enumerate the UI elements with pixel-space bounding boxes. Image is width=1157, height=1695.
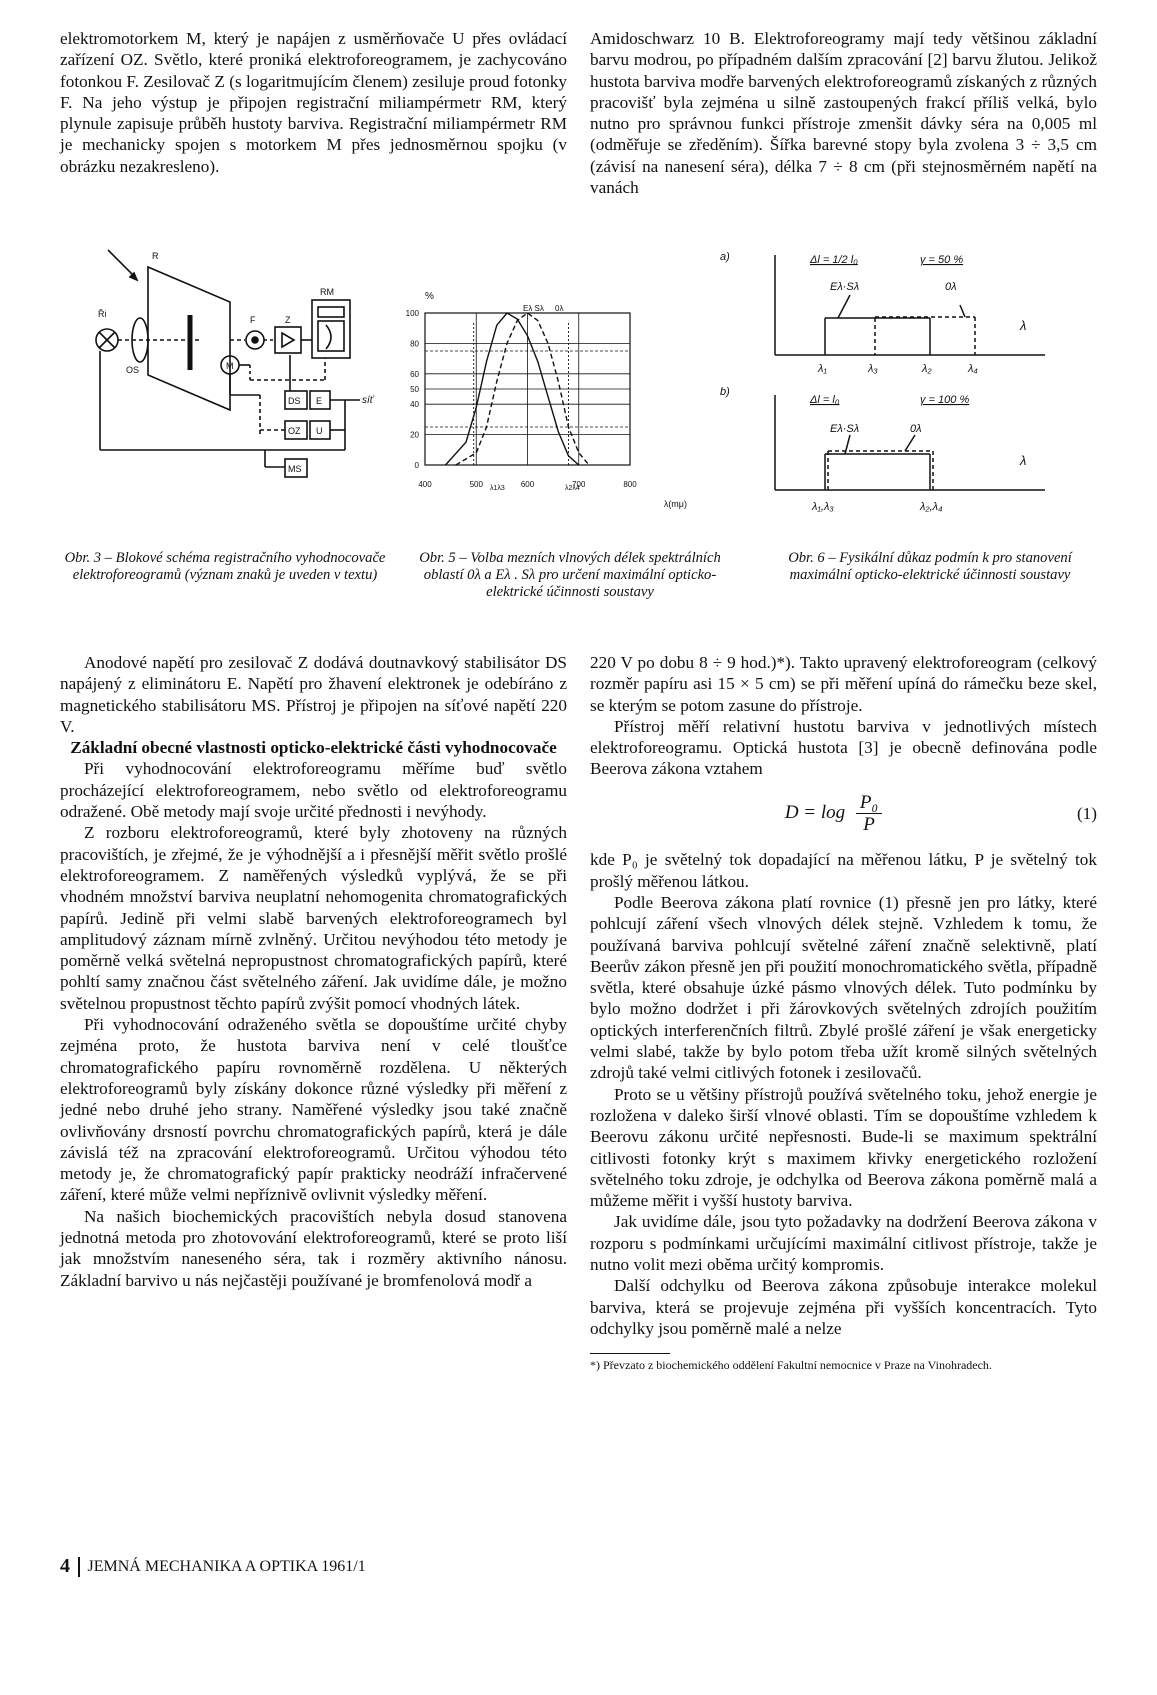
page-number: 4 — [60, 1555, 70, 1577]
left-column — [60, 652, 567, 1291]
figure-5-caption: Obr. 5 – Volba mezních vlnových délek spektrálních oblastí 0λ a Eλ . Sλ pro určení maximální opticko-elektrické účinnosti soustavy — [419, 550, 721, 600]
fig6-a-l2: λ₂ — [922, 363, 932, 375]
light-ray-arrow — [108, 250, 135, 277]
label-m: M — [226, 361, 234, 371]
paragraph: 220 V po dobu 8 ÷ 9 hod.)*). Takto upravený elektroforeogram (celkový rozměr papíru asi 15 × 5 cm) se při měření upíná do rámečku beze skel, se kterým se potom zasune do přístroje. — [590, 653, 1097, 715]
label-z: Z — [285, 315, 291, 325]
fig6-a-gamma: γ = 50 % — [920, 254, 964, 266]
equation-1 — [590, 792, 1097, 836]
x-unit: λ(mμ) — [663, 499, 687, 509]
paragraph: Při vyhodnocování odraženého světla se dopouštíme určité chyby zejména proto, že hustota barviva není v celé tloušťce chromatografického papíru rovnoměrně rozdělena. U některých elektroforeogramů byly získány dokonce různé výsledky při měření z jedné nebo druhé jeho strany. Naměřené výsledky jsou také značně ovlivňovány drsností povrchu chromatografických papírů, která je dále závislá též na zpracování elektroforeogramů. Určitou výhodou této metody je, že chromatografický papír prakticky neodráží infračervené záření, které může velmi nepříznivě ovlivnit výsledky měření. — [60, 1015, 567, 1205]
x-tick-label: 400 — [418, 480, 432, 489]
label-ms: MS — [288, 464, 302, 474]
y-tick-label: 20 — [410, 430, 419, 440]
fig6-b-l24: λ₂,λ₄ — [920, 501, 943, 513]
y-tick-label: 0 — [414, 461, 419, 470]
fig6-a-lambda: λ — [1020, 318, 1027, 333]
fig6-a-es: Eλ·Sλ — [830, 281, 860, 293]
right-column — [590, 652, 1097, 1372]
label-os: OS — [126, 365, 140, 375]
footnote: *) Převzato z biochemického oddělení Fakultní nemocnice v Praze na Vinohradech. — [590, 1358, 992, 1373]
equation-denominator: P — [863, 814, 875, 836]
figure-5-chart — [395, 285, 695, 515]
paragraph: Z rozboru elektroforeogramů, které byly zhotoveny na různých pracovištích, je zřejmé, že je výhodnější a i přesnější měřit světlo prošlé elektroforeogramem. Z naměřených výsledků vyplývá, že se při vhodném množství barviva neuplatní nehomogenita chromatografických papírů. Jedině při velmi slabě barvených elektroforeogramech byl amplitudový záznam mírně zvlněný. Určitou nevýhodou této metody je poměrně velká světelná nepropustnost chromatografických papírů, které pohltí samy značnou část světelného záření. Jak uvidíme dále, je možno světelnou propustnost těchto papírů zvýšit pomocí vhodných látek. — [60, 823, 567, 1013]
label-sit: síť — [362, 395, 374, 406]
fig6-b-o: 0λ — [910, 423, 922, 435]
x-tick-label: 800 — [623, 480, 637, 489]
equation-fraction — [856, 792, 882, 836]
fig6-a-l4: λ₄ — [968, 363, 978, 375]
y-tick-label: 40 — [410, 400, 419, 410]
equation-number: (1) — [1076, 803, 1097, 823]
fig6-b-dl: Δl = l₀ — [810, 394, 840, 406]
equation-numerator: P₀ — [856, 792, 882, 814]
footer-divider — [78, 1557, 80, 1577]
equation-lhs: D = log — [784, 801, 846, 823]
paragraph: elektromotorkem M, který je napájen z usměrňovače U přes ovládací zařízení OZ. Světlo, které proniká elektroforeogramem, je zachycováno fotonkou F. Zesilovač Z (s logaritmujícím členem) zesiluje proud fotonky F. Na jeho výstup je připojen registrační miliampérmetr RM, který plynule zapisuje průběh hustoty barviva. Registrační miliampérmetr RM je mechanicky spojen s motorkem M přes jednosměrnou spojku (v obrázku nezakresleno). — [60, 29, 567, 176]
curve-label-es: Eλ Sλ — [523, 304, 544, 313]
paragraph: Při vyhodnocování elektroforeogramu měříme buď světlo procházející elektroforeogramem, nebo světlo od elektroforeogramu odražené. Obě metody mají svoje určité přednosti i nevýhody. — [60, 759, 567, 822]
label-u: U — [316, 426, 323, 436]
paragraph: Přístroj měří relativní hustotu barviva v jednotlivých místech elektroforeogramu. Optická hustota [3] je obecně definována podle Beerova zákona vztahem — [590, 716, 1097, 779]
section-heading: Základní obecné vlastnosti opticko-elektrické části vyhodnocovače — [70, 738, 557, 758]
paragraph: Na našich biochemických pracovištích nebyla dosud stanovena jednotná metoda pro zhotovování elektroforeogramů, které se proto liší jak množstvím naneseného séra, tak i rozměry aktivního nánosu. Základní barvivo u nás nejčastěji používané je bromfenolová modř a — [60, 1206, 567, 1290]
y-unit: % — [425, 291, 434, 302]
y-tick-label: 50 — [410, 385, 419, 394]
paragraph: Další odchylku od Beerova zákona způsobuje interakce molekul barviva, která se projevuje zejména při vyšších koncentracích. Tyto odchylky jsou poměrně malé a nelze — [590, 1276, 1097, 1338]
figure-6-diagram — [720, 245, 1100, 530]
label-e: E — [316, 396, 323, 406]
y-tick-label: 100 — [405, 309, 419, 318]
label-r: R — [152, 251, 159, 261]
label-oz: OZ — [288, 426, 301, 436]
fig6-b-es: Eλ·Sλ — [830, 423, 860, 435]
x-tick-label: 500 — [469, 480, 483, 489]
x-tick-label: 700 — [572, 480, 586, 489]
marker-label-24: λ2λ4 — [565, 485, 580, 492]
fig6-a-o: 0λ — [945, 281, 957, 293]
fig6-b-gamma: γ = 100 % — [920, 394, 970, 406]
top-right-text — [590, 28, 1097, 198]
fig6-b-tag: b) — [720, 386, 730, 398]
marker-label-13: λ1λ3 — [490, 485, 505, 492]
footnote-rule — [590, 1353, 670, 1354]
paragraph: Amidoschwarz 10 B. Elektroforeogramy mají tedy většinou základní barvu modrou, po případném dalším zpracování [2] barvu žlutou. Jelikož hustota barviva modře barvených elektroforeogramů získaných z různých pracovišť byla zejména u silně zastoupených frakcí příliš velká, bylo nutno pro správnou funkci přístroje zmenšit dávky séra na 0,005 ml (odměřuje se zředěním). Šířka barevné stopy byla zvolena 3 ÷ 3,5 cm (závisí na nanesení séra), délka 7 ÷ 8 cm (při stejnosměrném napětí na vanách — [590, 29, 1097, 198]
paragraph: Anodové napětí pro zesilovač Z dodává doutnavkový stabilisátor DS napájený z eliminátoru E. Napětí pro žhavení elektronek je odebíráno z magnetického stabilisátoru MS. Přístroj je připojen na síťové napětí 220 V. — [60, 653, 567, 736]
fig6-a-l1: λ₁ — [818, 363, 827, 375]
paragraph: Podle Beerova zákona platí rovnice (1) přesně jen pro látky, které pohlcují záření všech vlnových délek stejně. Vzhledem k tomu, že používaná barviva pohlcují světelné záření značně selektivně, platí Beerův zákon přesně jen při použití monochromatického světla, případně světla, které obsahuje úzké pásmo vlnových délek. Tuto podmínku by bylo možno dodržet i při žárovkových světelných zdrojích použitím optických interferenčních filtrů. Zbylé prošlé záření je však energeticky velmi slabé, takže by bylo potom třeba užít kromě silných světelných zdrojů také velmi citlivých fotonek i zesilovačů. — [590, 892, 1097, 1083]
figure-3-caption: Obr. 3 – Blokové schéma registračního vyhodnocovače elektroforeogramů (význam znaků je uveden v textu) — [64, 550, 386, 583]
paragraph: Proto se u většiny přístrojů používá světelného toku, jehož energie je rozložena v daleko širší vlnové oblasti. Tím se dopouštíme vzhledem k Beerovu zákonu určité nepřesnosti. Bude-li se maximum spektrální citlivosti fotonky krýt s maximem křivky energetického rozložení světelného toku zdroje, je odchylka od Beerova zákona poměrně malá a můžeme měřit i vyšší hustoty barviva. — [590, 1084, 1097, 1211]
fig6-b-lambda: λ — [1020, 453, 1027, 468]
label-rm: RM — [320, 287, 334, 297]
label-f: F — [250, 315, 256, 325]
fig6-a-l3: λ₃ — [868, 363, 878, 375]
fig6-b-l13: λ₁,λ₃ — [812, 501, 834, 513]
amplifier-box — [275, 327, 301, 353]
y-tick-label: 60 — [410, 369, 419, 379]
figure-3-block-diagram — [90, 245, 420, 520]
label-ds: DS — [288, 396, 301, 406]
fig6-a-tag: a) — [720, 251, 730, 263]
paragraph: kde P₀ je světelný tok dopadající na měřenou látku, P je světelný tok prošlý měřenou látkou. — [590, 850, 1097, 891]
page-footer — [60, 1555, 366, 1578]
label-ri: Ři — [98, 309, 107, 319]
figure-6-caption: Obr. 6 – Fysikální důkaz podmín k pro stanovení maximální opticko-elektrické účinnosti soustavy — [788, 550, 1072, 583]
journal-name: JEMNÁ MECHANIKA A OPTIKA 1961/1 — [87, 1557, 366, 1575]
top-left-text — [60, 28, 567, 177]
paragraph: Jak uvidíme dále, jsou tyto požadavky na dodržení Beerova zákona v rozporu s podmínkami určujícími maximální citlivost přístroje, takže je nutno volit mezi oběma určitý kompromis. — [590, 1212, 1097, 1275]
curve-label-o: 0λ — [555, 304, 564, 313]
fig6-a-dl: Δl = 1/2 l₀ — [810, 254, 858, 266]
x-tick-label: 600 — [520, 480, 535, 489]
y-tick-label: 80 — [410, 339, 419, 349]
